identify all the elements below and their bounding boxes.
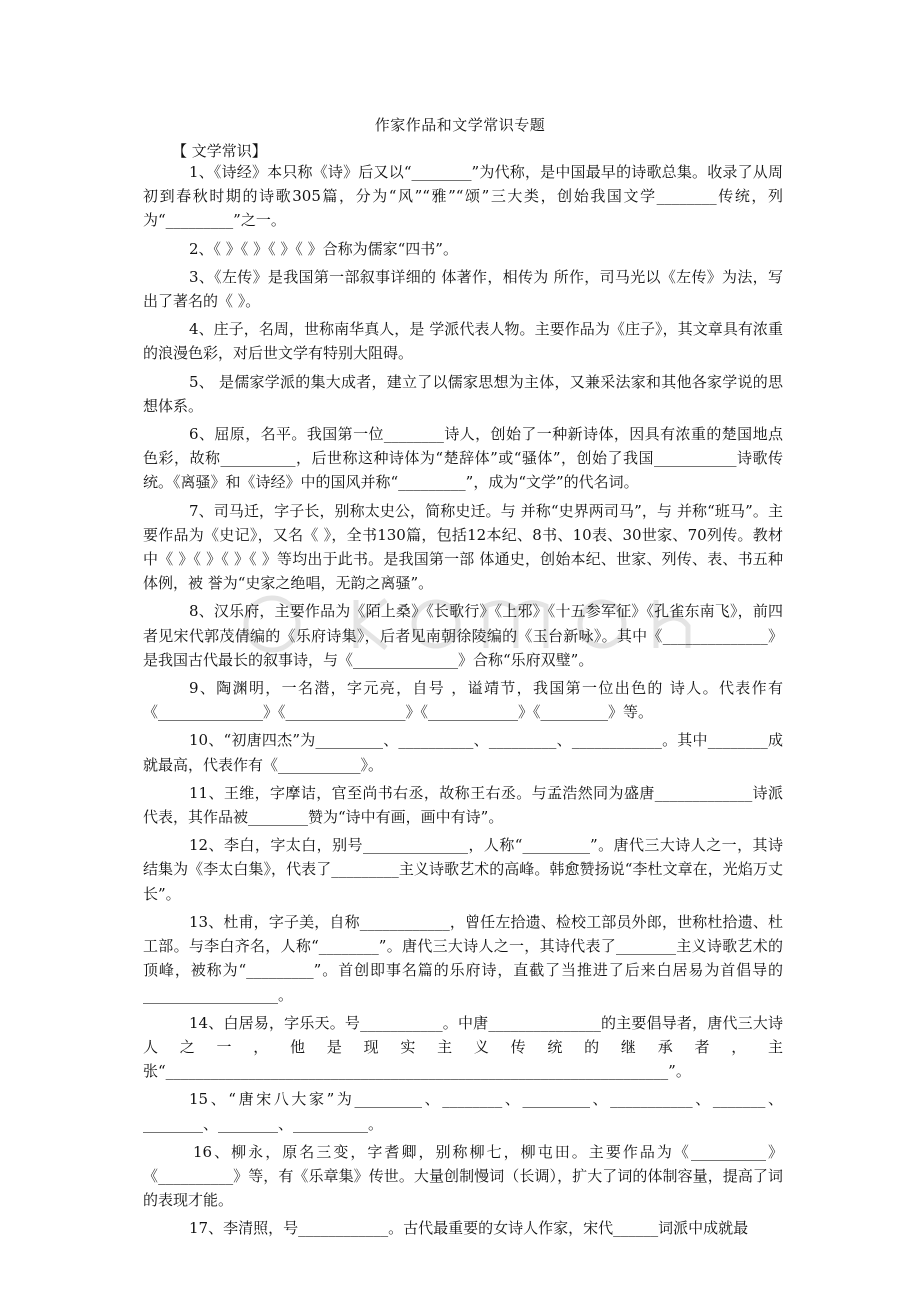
question-item: 9、陶渊明，一名潜，字元亮，自号 ，谥靖节，我国第一位出色的 诗人。代表作有《______________》《________________》《____________》《_________》等。 — [143, 679, 783, 722]
question-item: 12、李白，字太白，别号______________，人称“_________”。唐代三大诗人之一，其诗结集为《李太白集》，代表了_________主义诗歌艺术的高峰。韩愈赞扬说“李杜文章在，光焰万丈长”。 — [143, 836, 783, 903]
question-item: 6、屈原，名平。我国第一位________诗人，创始了一种新诗体，因具有浓重的楚国地点色彩，故称__________，后世称这种诗体为“楚辞体”或“骚体”，创始了我国___________诗歌传统。《离骚》和《诗经》中的国风并称“_________”，成为“文学”的代名词。 — [143, 425, 783, 492]
question-item: 11、王维，字摩诘，官至尚书右丞，故称王右丞。与孟浩然同为盛唐_____________诗派代表，其作品被________赞为“诗中有画，画中有诗”。 — [143, 783, 783, 827]
question-item: 17、李清照，号____________。古代最重要的女诗人作家，宋代______词派中成就最 — [189, 1219, 749, 1238]
question-item: 15、“唐宋八大家”为_________、________、_________、___________、_______、________、________、__________。 — [143, 1090, 783, 1133]
question-item: 2、《 》《 》《 》《 》合称为儒家“四书”。 — [189, 239, 458, 258]
question-item: 3、《左传》是我国第一部叙事详细的 体著作，相传为 所作，司马光以《左传》为法，写出了著名的《 》。 — [143, 267, 783, 311]
question-item: 4、庄子，名周，世称南华真人，是 学派代表人物。主要作品为《庄子》，其文章具有浓重的浪漫色彩，对后世文学有特别大阻碍。 — [143, 320, 783, 363]
question-item: 1、《诗经》本只称《诗》后又以“________”为代称，是中国最早的诗歌总集。收录了从周初到春秋时期的诗歌305篇，分为“风”“雅”“颂”三大类，创始我国文学________传统，列为“_________”之一。 — [143, 163, 783, 230]
section-heading: 【 文学常识】 — [172, 142, 267, 160]
question-item: 14、白居易，字乐天。号___________。中唐_______________的主要倡导者，唐代三大诗人之一，他是现实主义传统的继承者，主张“___________________________________________________________________”。 — [143, 1013, 783, 1081]
question-item: 5、 是儒家学派的集大成者，建立了以儒家思想为主体，又兼采法家和其他各家学说的思想体系。 — [143, 372, 783, 415]
document-title: 作家作品和文学常识专题 — [374, 116, 546, 134]
question-item: 7、司马迁，字子长，别称太史公，简称史迁。与 并称“史界两司马”，与 并称“班马”。主要作品为《史记》，又名《 》，全书130篇，包括12本纪、8书、10表、30世家、70列传。教材中《 》《 》《 》《 》等均出于此书。是我国第一部 体通史，创始本纪、世家、列传、表、书五种体例，被 誉为“史家之绝唱，无韵之离骚”。 — [143, 501, 783, 593]
question-list — [143, 160, 783, 1245]
question-item: 16、柳永，原名三变，字耆卿，别称柳七，柳屯田。主要作品为《__________》《__________》等，有《乐章集》传世。大量创制慢词（长调），扩大了词的体制容量，提高了词的表现才能。 — [143, 1142, 783, 1210]
question-item: 8、汉乐府，主要作品为《陌上桑》《长歌行》《上邪》《十五参军征》《孔雀东南飞》，前四者见宋代郭茂倩编的《乐府诗集》，后者见南朝徐陵编的《玉台新咏》。其中《______________》是我国古代最长的叙事诗，与《______________》合称“乐府双璧”。 — [143, 602, 783, 669]
question-item: 13、杜甫，字子美，自称____________，曾任左拾遗、检校工部员外郎，世称杜拾遗、杜工部。与李白齐名，人称“________”。唐代三大诗人之一，其诗代表了________主义诗歌艺术的顶峰，被称为“_________”。首创即事名篇的乐府诗，直截了当推进了后来白居易为首倡导的__________________。 — [143, 912, 783, 1004]
question-item: 10、“初唐四杰”为_________、__________、_________、____________。其中________成就最高，代表作有《___________》。 — [143, 731, 783, 774]
